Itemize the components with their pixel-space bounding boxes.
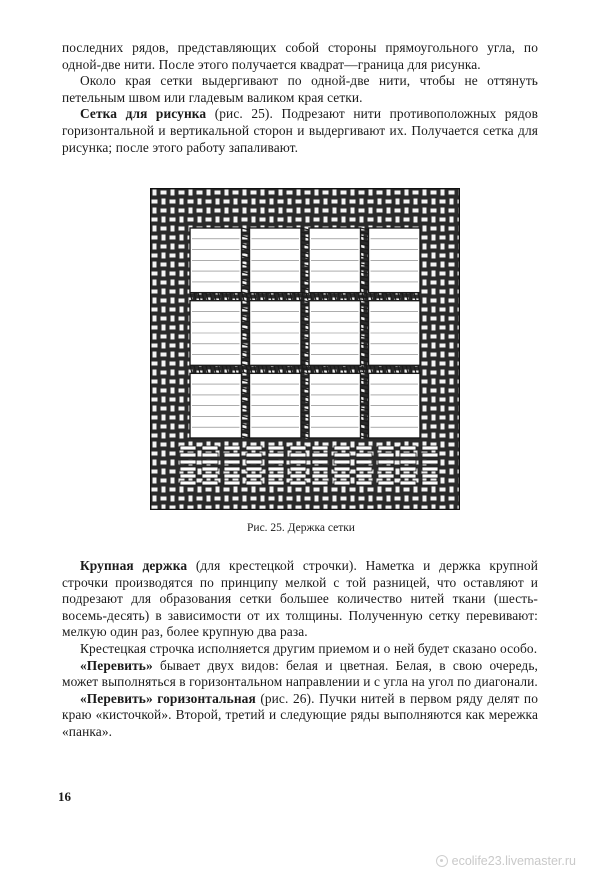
- term-grid-for-pattern: Сетка для рисунка: [80, 106, 207, 122]
- woven-grid-strokes: [150, 188, 460, 510]
- paragraph-edge: Около края сетки выдергивают по одной-две нити, чтобы не оттянуть петельным швом или гладевым валиком края сетки.: [62, 73, 538, 105]
- top-text-block: [62, 40, 538, 156]
- paragraph-grid-for-pattern: [62, 106, 538, 156]
- paragraph-large-derzhka-body: (для крестецкой строчки). Наметка и держка крупной строчки производятся по принципу мелкой с той разницей, что оставляют и подрезают для образования сетки большее количество нитей ткани (шесть-восемь-десять) в зависимости от их толщины. Полученную сетку перевивают: мелкую один раз, более крупную два раза.: [62, 558, 538, 640]
- figure-caption: Рис. 25. Держка сетки: [247, 522, 355, 534]
- term-large-derzhka: Крупная держка: [80, 558, 188, 573]
- paragraph-krestets: Крестецкая строчка исполняется другим приемом и о ней будет сказано особо.: [80, 640, 538, 656]
- paragraph-grid-for-pattern-body: (рис. 25). Подрезают нити противоположных рядов горизонтальной и вертикальной сторон и выдергивают их. Получается сетка для рисунка; после этого работу запаливают.: [62, 106, 538, 155]
- page-number: 16: [58, 789, 71, 804]
- paragraph-perevit-horizontal: [62, 691, 538, 741]
- paragraph-perevit-horizontal-body: (рис. 26). Пучки нитей в первом ряду делят по краю «кисточкой». Второй, третий и следующие ряды выполняются как мережка «панка».: [62, 690, 538, 739]
- term-perevit-horizontal: «Перевить» горизонтальная: [80, 690, 256, 706]
- watermark: [436, 854, 576, 868]
- paragraph-continuation: последних рядов, представляющих собой стороны прямоугольного угла, по одной-две нити. После этого получается квадрат—граница для рисунка.: [62, 40, 538, 72]
- livemaster-logo-icon: [436, 855, 448, 867]
- term-perevit: «Перевить»: [80, 657, 153, 673]
- paragraph-large-derzhka: [62, 558, 538, 641]
- woven-grid-drawing: [150, 188, 460, 510]
- watermark-text: ecolife23.livemaster.ru: [451, 854, 576, 868]
- paragraph-perevit: [62, 658, 538, 691]
- figure-25-grid-illustration: [150, 188, 460, 510]
- bottom-text-block: [62, 558, 538, 741]
- paragraph-perevit-body: бывает двух видов: белая и цветная. Белая, в свою очередь, может выполняться в горизонтальном направлении и с угла на угол по диагонали.: [62, 657, 538, 690]
